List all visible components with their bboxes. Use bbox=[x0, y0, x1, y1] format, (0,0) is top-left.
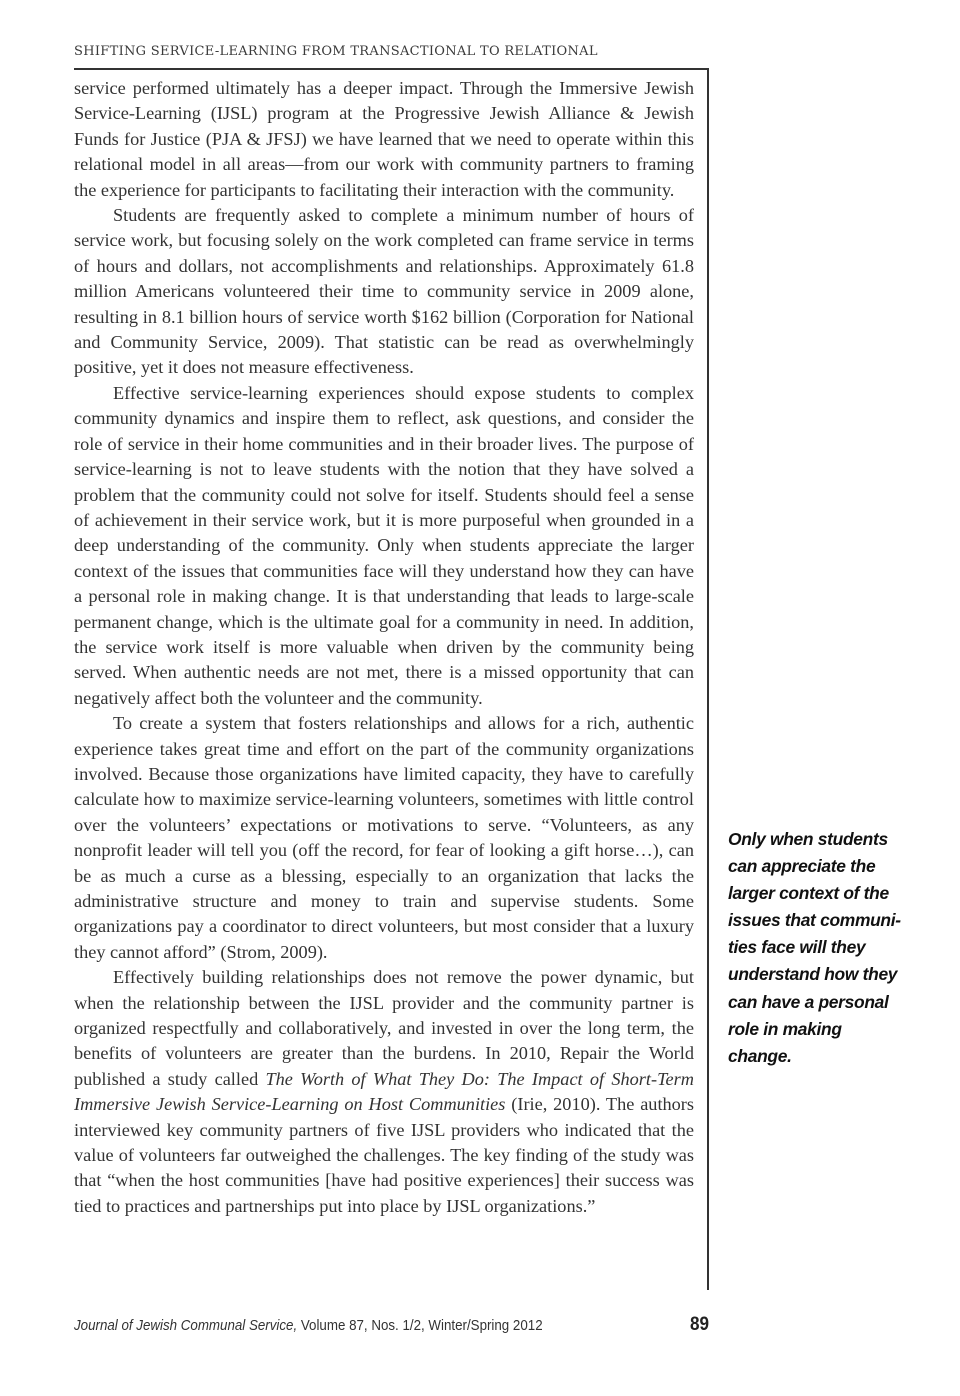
footer bbox=[74, 1318, 543, 1334]
pull-quote: Only when students can appreciate the larger context of the issues that communities face will they understand how they can have a personal role in making change. bbox=[728, 829, 902, 1066]
paragraph: Students are frequently asked to complete a minimum number of hours of service work, but focusing solely on the work completed can frame service in terms of hours and dollars, not accomplishments and relationships. Approximately 61.8 million Americans volunteered their time to community service in 2009 alone, resulting in 8.1 billion hours of service worth $162 billion (Corporation for National and Community Service, 2009). That statistic can be read as overwhelmingly positive, yet it does not measure effectiveness. bbox=[74, 205, 694, 378]
column-rule bbox=[707, 68, 709, 1290]
paragraph-text: Effectively building relationships does not remove the power dynamic, but when the relationship between the IJSL provider and the community partner is organized respectfully and collaboratively, and invested in over the long term, the benefits of volunteers are greater than the burdens. In 2010, Repair the World published a study called bbox=[74, 967, 694, 1089]
page-number: 89 bbox=[690, 1314, 710, 1335]
journal-name: Journal of Jewish Communal Service, bbox=[74, 1318, 298, 1334]
paragraph: Effective service-learning experiences should expose students to complex community dynamics and inspire them to reflect, ask questions, and consider the role of service in their home communities and in their broader lives. The purpose of service-learning is not to leave students with the notion that they have solved a problem that the community could not solve for itself. Students should feel a sense of achievement in their service work, but it is more purposeful when grounded in a deep understanding of the community. Only when students appreciate the larger context of the issues that communities face will they understand how they can have a personal role in making change. It is that understanding that leads to large-scale permanent change, which is the ultimate goal for a community in need. In addition, the service work itself is more valuable when driven by the community being served. When authentic needs are not met, there is a missed opportunity that can negatively affect both the volunteer and the community. bbox=[74, 382, 694, 708]
article-body bbox=[74, 76, 694, 1219]
running-head: SHIFTING SERVICE-LEARNING FROM TRANSACTIONAL TO RELATIONAL bbox=[74, 44, 598, 59]
paragraph: service performed ultimately has a deeper impact. Through the Immersive Jewish Service-Learning (IJSL) program at the Progressive Jewish Alliance & Jewish Funds for Justice (PJA & JFSJ) we have learned that we need to operate within this relational model in all areas—from our work with community partners to framing the experience for participants to facilitating their interaction with the community. bbox=[74, 78, 694, 200]
top-rule bbox=[74, 68, 708, 70]
paragraph-text: (Irie, 2010). The authors interviewed key community partners of five IJSL providers who indicated that the value of volunteers far outweighed the challenges. The key finding of the study was that “when the host communities [have had positive experiences] their success was tied to practices and partnerships put into place by IJSL organizations.” bbox=[74, 1094, 695, 1216]
study-title: The Worth of What They Do: The Impact of Short-Term Immersive Jewish Service-Learning on Host Communities bbox=[74, 1068, 694, 1115]
issue-info: Volume 87, Nos. 1/2, Winter/Spring 2012 bbox=[297, 1318, 543, 1334]
paragraph: To create a system that fosters relationships and allows for a rich, authentic experience takes great time and effort on the part of the community organizations involved. Because those organizations have limited capacity, they have to carefully calculate how to maximize service-learning volunteers, sometimes with little control over the volunteers’ expectations or motivations to serve. “Volunteers, as any nonprofit leader will tell you (off the record, for fear of looking a gift horse…), can be as much a curse as a blessing, especially to an organization that lacks the administrative structure and money to train and supervise students. Some organizations pay a coordinator to direct volunteers, but most consider that a luxury they cannot afford” (Strom, 2009). bbox=[74, 713, 694, 962]
paragraph bbox=[74, 965, 694, 1219]
